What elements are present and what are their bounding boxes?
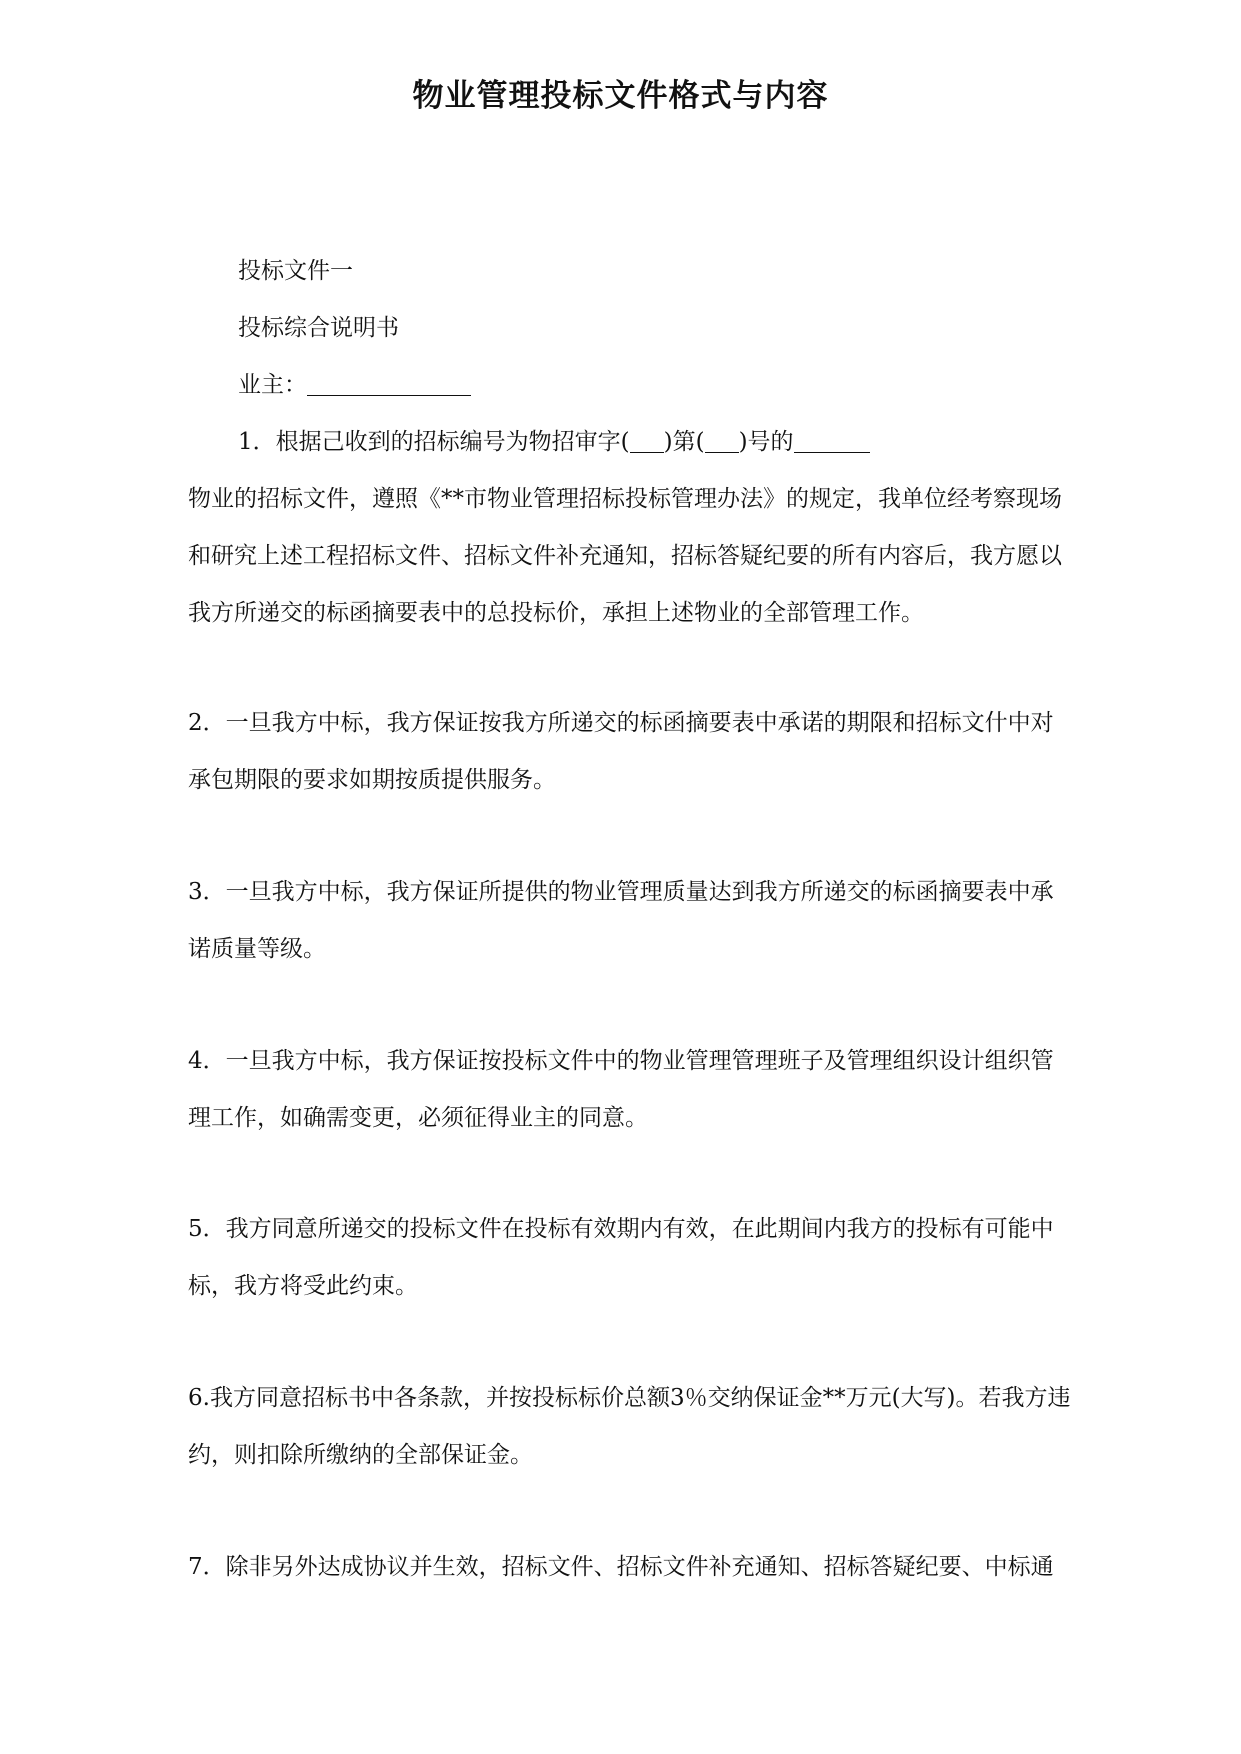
- heading-statement: 投标综合说明书: [238, 315, 399, 341]
- item1-line2: 物业的招标文件，遵照《**市物业管理招标投标管理办法》的规定，我单位经考察现场: [188, 486, 1062, 512]
- item1-blank-3: [794, 430, 870, 453]
- item6-line2: 约，则扣除所缴纳的全部保证金。: [188, 1442, 533, 1468]
- item2-line1: 2．一旦我方中标，我方保证按我方所递交的标函摘要表中承诺的期限和招标文什中对: [188, 710, 1054, 736]
- item1-blank-2: [705, 430, 739, 453]
- owner-blank: [307, 373, 471, 396]
- item1-blank-1: [630, 430, 664, 453]
- item1-mid2: )号的: [738, 429, 794, 455]
- item6-line1: 6.我方同意招标书中各条款，并按投标标价总额3％交纳保证金**万元(大写)。若我方违: [188, 1385, 1071, 1411]
- item7-line1: 7．除非另外达成协议并生效，招标文件、招标文件补充通知、招标答疑纪要、中标通: [188, 1554, 1054, 1580]
- item1-line4: 我方所递交的标函摘要表中的总投标价，承担上述物业的全部管理工作。: [188, 600, 924, 626]
- item4-line1: 4．一旦我方中标，我方保证按投标文件中的物业管理管理班子及管理组织设计组织管: [188, 1048, 1054, 1074]
- item1-line1: [238, 427, 870, 457]
- item5-line2: 标，我方将受此约束。: [188, 1273, 418, 1299]
- item1-line3: 和研究上述工程招标文件、招标文件补充通知，招标答疑纪要的所有内容后，我方愿以: [188, 543, 1062, 569]
- item1-mid1: )第(: [663, 429, 705, 455]
- item3-line1: 3．一旦我方中标，我方保证所提供的物业管理质量达到我方所递交的标函摘要表中承: [188, 879, 1054, 905]
- heading-file: 投标文件一: [238, 258, 353, 284]
- item5-line1: 5．我方同意所递交的投标文件在投标有效期内有效，在此期间内我方的投标有可能中: [188, 1216, 1054, 1242]
- item1-prefix: 1．根据己收到的招标编号为物招审字(: [238, 429, 630, 455]
- item4-line2: 理工作，如确需变更，必须征得业主的同意。: [188, 1105, 648, 1131]
- item2-line2: 承包期限的要求如期按质提供服务。: [188, 767, 556, 793]
- owner-label: 业主：: [238, 372, 307, 398]
- item3-line2: 诺质量等级。: [188, 936, 326, 962]
- document-title: 物业管理投标文件格式与内容: [412, 78, 829, 114]
- owner-line: [238, 370, 471, 400]
